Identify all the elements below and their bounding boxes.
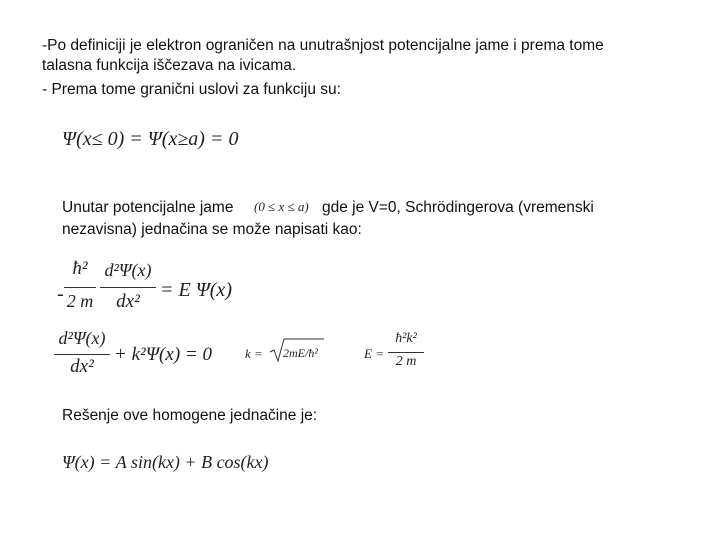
solution-equation: Ψ(x) = A sin(kx) + B cos(kx) [62,452,269,472]
inside-line-2: nezavisna) jednačina se može napisati kao: [62,221,362,238]
solution-text: Rešenje ove homogene jednačine je: [62,407,318,424]
fraction-bar [388,352,424,353]
hbar-squared: ħ² [72,258,88,279]
helmholtz-rest: + k²Ψ(x) = 0 [114,344,212,365]
minus-sign: - [57,283,64,305]
fraction-bar [64,287,96,288]
intro-line-1: -Po definiciji je elektron ograničen na unutrašnjost potencijalne jame i prema tome [42,37,604,54]
boundary-equation: Ψ(x≤ 0) = Ψ(x≥a) = 0 [62,128,239,150]
e-definition-lhs: E = [364,346,384,361]
e-denominator: 2 m [395,354,417,369]
e-numerator: ħ²k² [395,331,417,346]
fraction-bar [100,287,156,288]
schrodinger-rhs: = E Ψ(x) [160,279,232,301]
second-derivative-num: d²Ψ(x) [104,260,152,280]
dx-squared-2: dx² [70,356,94,377]
fraction-bar [54,354,110,355]
second-derivative-num-2: d²Ψ(x) [58,328,106,348]
two-m: 2 m [66,291,94,311]
intro-line-2: talasna funkcija iščezava na ivicama. [42,57,297,74]
range-expression: (0 ≤ x ≤ a) [254,199,309,214]
k-definition-lhs: k = [245,346,263,361]
dx-squared: dx² [116,291,140,312]
inside-text-b: gde je V=0, Schrödingerova (vremenski [322,199,594,216]
k-radicand: 2mE/ħ² [283,346,318,360]
inside-text-a: Unutar potencijalne jame [62,199,234,216]
intro-line-3: - Prema tome granični uslovi za funkciju su: [42,81,341,98]
